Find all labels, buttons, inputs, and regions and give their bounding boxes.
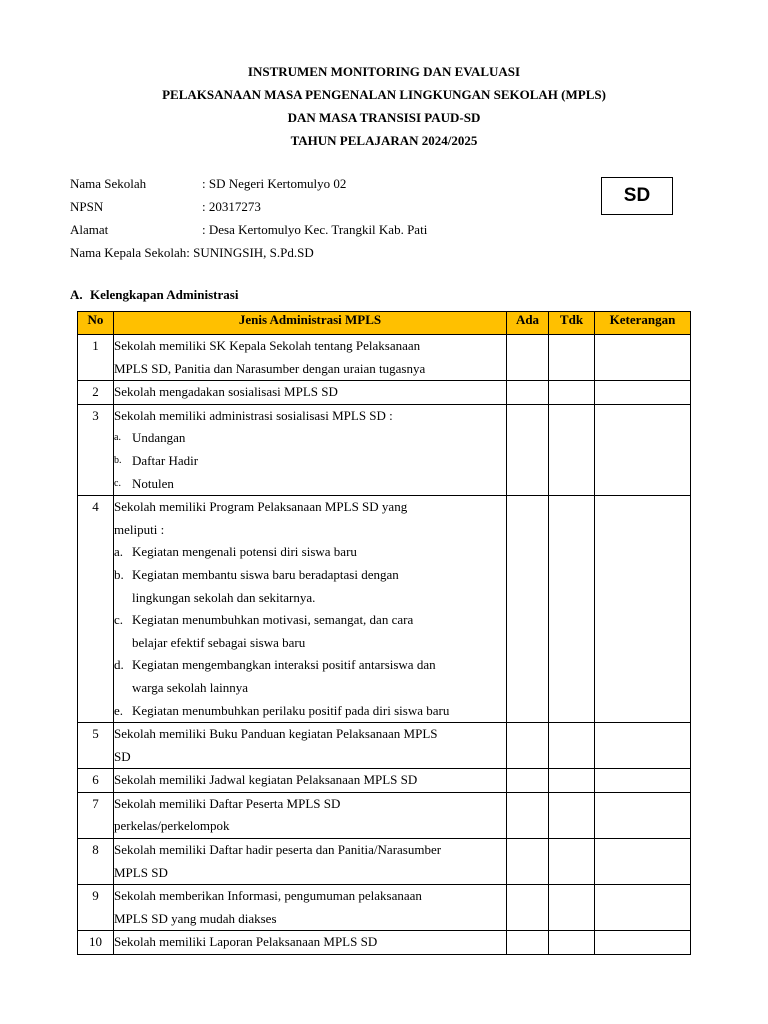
- row-number: 8: [78, 839, 114, 885]
- ada-cell[interactable]: [507, 381, 549, 405]
- header-title-line1: INSTRUMEN MONITORING DAN EVALUASI: [247, 64, 521, 79]
- tdk-cell[interactable]: [549, 496, 595, 723]
- sub-item-text: Notulen: [132, 475, 174, 491]
- description-line: Sekolah memiliki Daftar hadir peserta dan Panitia/Narasumber: [114, 842, 442, 858]
- sub-item-marker: a.: [114, 432, 121, 444]
- notes-cell[interactable]: [595, 381, 691, 405]
- info-row-npsn: [70, 195, 427, 218]
- sub-item: [114, 609, 506, 632]
- row-number: 7: [78, 792, 114, 838]
- sub-item-text: Undangan: [132, 430, 186, 446]
- table-body: [78, 335, 691, 955]
- sub-item: [114, 654, 506, 677]
- sub-item: [114, 677, 506, 700]
- sub-item-text: Kegiatan mengenali potensi diri siswa baru: [132, 544, 357, 560]
- section-name: Kelengkapan Administrasi: [90, 287, 239, 302]
- row-number: 3: [78, 404, 114, 495]
- sub-item: [114, 587, 506, 610]
- info-label: NPSN: [70, 199, 104, 214]
- tdk-cell[interactable]: [549, 723, 595, 769]
- ada-cell[interactable]: [507, 335, 549, 381]
- column-header-notes: Keterangan: [595, 312, 691, 335]
- notes-cell[interactable]: [595, 723, 691, 769]
- sub-item: [114, 564, 506, 587]
- sub-item: [114, 427, 506, 450]
- sub-item-text: lingkungan sekolah dan sekitarnya.: [132, 589, 316, 605]
- tdk-cell[interactable]: [549, 792, 595, 838]
- description-line: SD: [114, 748, 131, 764]
- notes-cell[interactable]: [595, 335, 691, 381]
- sub-item-marker: b.: [114, 454, 122, 466]
- school-info: [70, 172, 427, 264]
- sub-item: [114, 632, 506, 655]
- table-row: [78, 769, 691, 793]
- ada-cell[interactable]: [507, 931, 549, 955]
- table-row: [78, 931, 691, 955]
- administration-table: [77, 311, 691, 955]
- row-description: [114, 496, 507, 723]
- column-header-type: Jenis Administrasi MPLS: [114, 312, 507, 335]
- sub-item: [114, 473, 506, 496]
- table-row: [78, 496, 691, 723]
- sub-item-marker: c.: [114, 477, 121, 489]
- description-line: Sekolah memiliki Jadwal kegiatan Pelaksanaan MPLS SD: [114, 772, 418, 788]
- row-description: [114, 769, 507, 793]
- description-line: Sekolah memiliki Laporan Pelaksanaan MPLS SD: [114, 934, 378, 950]
- level-badge: SD: [601, 177, 673, 215]
- description-line: Sekolah memiliki SK Kepala Sekolah tentang Pelaksanaan: [114, 338, 421, 353]
- info-row-principal: [70, 241, 427, 264]
- sub-item-marker: b.: [114, 566, 124, 582]
- description-line: Sekolah memiliki Program Pelaksanaan MPLS SD yang: [114, 499, 408, 515]
- ada-cell[interactable]: [507, 769, 549, 793]
- row-number: 5: [78, 723, 114, 769]
- table-row: [78, 885, 691, 931]
- row-description: [114, 723, 507, 769]
- tdk-cell[interactable]: [549, 404, 595, 495]
- section-letter: A.: [70, 287, 83, 302]
- description-line: Sekolah memberikan Informasi, pengumuman pelaksanaan: [114, 888, 422, 904]
- row-number: 10: [78, 931, 114, 955]
- notes-cell[interactable]: [595, 931, 691, 955]
- sub-item-marker: e.: [114, 702, 124, 718]
- sub-item-text: Kegiatan menumbuhkan motivasi, semangat, dan cara: [132, 612, 414, 628]
- ada-cell[interactable]: [507, 839, 549, 885]
- info-label: Nama Kepala Sekolah: [70, 245, 187, 260]
- sub-item-text: Kegiatan membantu siswa baru beradaptasi dengan: [132, 566, 399, 582]
- row-description: [114, 885, 507, 931]
- info-value: : SUNINGSIH, S.Pd.SD: [186, 245, 314, 260]
- info-label: Alamat: [70, 222, 109, 237]
- description-line: MPLS SD: [114, 864, 168, 880]
- column-header-ada: Ada: [507, 312, 549, 335]
- column-header-no: No: [78, 312, 114, 335]
- table-row: [78, 404, 691, 495]
- notes-cell[interactable]: [595, 885, 691, 931]
- sub-item-text: Kegiatan mengembangkan interaksi positif antarsiswa dan: [132, 657, 436, 673]
- row-number: 4: [78, 496, 114, 723]
- description-line: MPLS SD yang mudah diakses: [114, 910, 277, 926]
- row-description: [114, 381, 507, 405]
- section-title: [70, 287, 238, 303]
- description-line: Sekolah mengadakan sosialisasi MPLS SD: [114, 384, 338, 400]
- sub-item: [114, 450, 506, 473]
- info-row-address: [70, 218, 427, 241]
- tdk-cell[interactable]: [549, 885, 595, 931]
- tdk-cell[interactable]: [549, 381, 595, 405]
- info-value: : Desa Kertomulyo Kec. Trangkil Kab. Pati: [202, 222, 428, 237]
- notes-cell[interactable]: [595, 792, 691, 838]
- sub-item-marker: c.: [114, 612, 124, 628]
- table-row: [78, 723, 691, 769]
- row-description: [114, 792, 507, 838]
- row-number: 6: [78, 769, 114, 793]
- description-line: Sekolah memiliki administrasi sosialisasi MPLS SD :: [114, 407, 393, 423]
- row-description: [114, 839, 507, 885]
- sub-item-text: belajar efektif sebagai siswa baru: [132, 634, 306, 650]
- description-line: perkelas/perkelompok: [114, 818, 230, 834]
- tdk-cell[interactable]: [549, 931, 595, 955]
- sub-item-marker: a.: [114, 544, 124, 560]
- ada-cell[interactable]: [507, 723, 549, 769]
- ada-cell[interactable]: [507, 496, 549, 723]
- column-header-tdk: Tdk: [549, 312, 595, 335]
- header-title-line2: PELAKSANAAN MASA PENGENALAN LINGKUNGAN SEKOLAH (MPLS): [162, 87, 606, 102]
- ada-cell[interactable]: [507, 404, 549, 495]
- info-value: : 20317273: [202, 199, 261, 214]
- tdk-cell[interactable]: [549, 839, 595, 885]
- description-line: meliputi :: [114, 521, 165, 537]
- table-header-row: [78, 312, 691, 335]
- notes-cell[interactable]: [595, 404, 691, 495]
- description-line: Sekolah memiliki Buku Panduan kegiatan Pelaksanaan MPLS: [114, 726, 438, 742]
- ada-cell[interactable]: [507, 792, 549, 838]
- sub-item: [114, 541, 506, 564]
- sub-item-marker: d.: [114, 657, 124, 673]
- info-row-school-name: [70, 172, 427, 195]
- row-number: 2: [78, 381, 114, 405]
- row-description: [114, 931, 507, 955]
- tdk-cell[interactable]: [549, 335, 595, 381]
- notes-cell[interactable]: [595, 496, 691, 723]
- table-row: [78, 792, 691, 838]
- table-row: [78, 381, 691, 405]
- document-header: [0, 60, 768, 152]
- header-title-line3: DAN MASA TRANSISI PAUD-SD: [287, 110, 481, 125]
- info-value: : SD Negeri Kertomulyo 02: [202, 176, 347, 191]
- table-row: [78, 839, 691, 885]
- description-line: Sekolah memiliki Daftar Peserta MPLS SD: [114, 795, 341, 811]
- sub-item: [114, 700, 506, 723]
- row-number: 1: [78, 335, 114, 381]
- row-number: 9: [78, 885, 114, 931]
- info-label: Nama Sekolah: [70, 176, 147, 191]
- table-row: [78, 335, 691, 381]
- sub-item-text: Kegiatan menumbuhkan perilaku positif pada diri siswa baru: [132, 702, 450, 718]
- row-description: [114, 335, 507, 381]
- description-line: MPLS SD, Panitia dan Narasumber dengan uraian tugasnya: [114, 360, 426, 376]
- notes-cell[interactable]: [595, 839, 691, 885]
- sub-item-text: warga sekolah lainnya: [132, 679, 248, 695]
- header-title-line4: TAHUN PELAJARAN 2024/2025: [290, 133, 478, 148]
- tdk-cell[interactable]: [549, 769, 595, 793]
- ada-cell[interactable]: [507, 885, 549, 931]
- notes-cell[interactable]: [595, 769, 691, 793]
- sub-item-text: Daftar Hadir: [132, 452, 199, 468]
- row-description: [114, 404, 507, 495]
